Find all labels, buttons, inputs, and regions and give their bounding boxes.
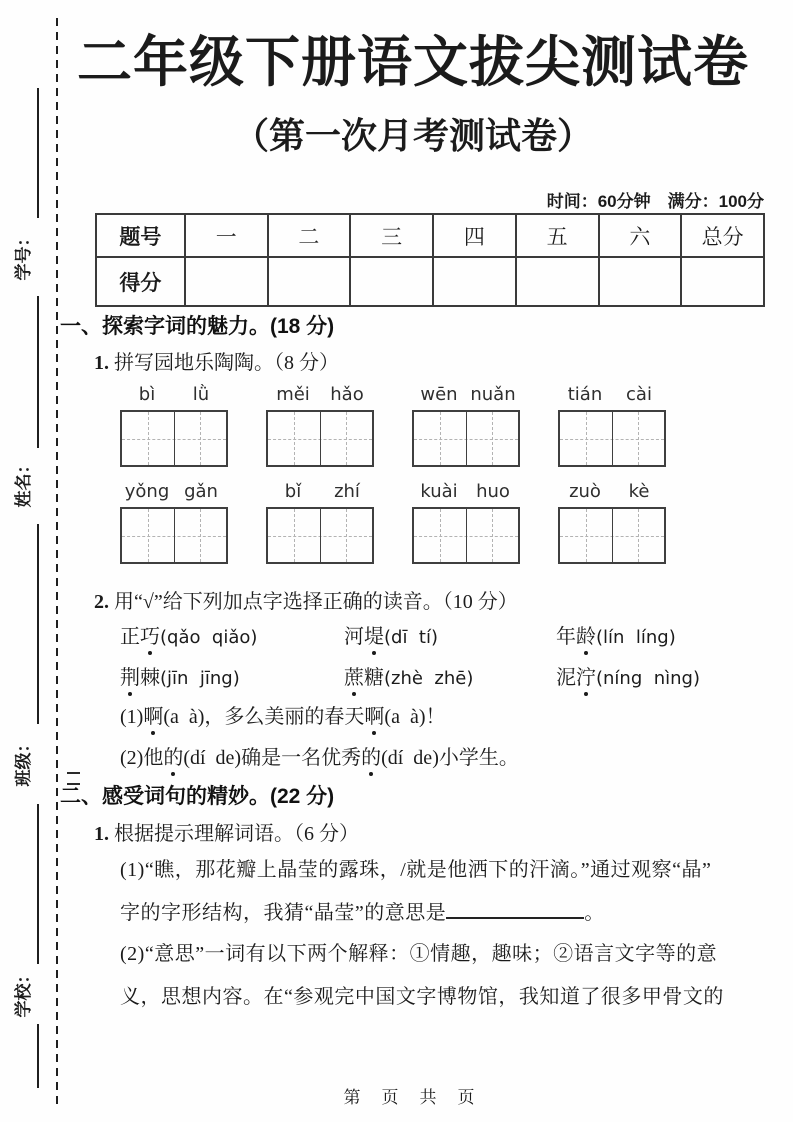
margin-write-line [37,296,39,448]
question-text: 拼写园地乐陶陶。（8 分） [109,352,339,374]
dotted-char: 的 [361,747,382,769]
word-char: 年 [556,626,576,648]
pinyin-word-group [120,384,228,467]
score-cell-empty[interactable] [599,257,682,306]
score-table-header: 总分 [681,214,764,257]
dotted-char: 泞 [576,667,596,689]
score-table-header: 二 [268,214,351,257]
score-table [95,213,765,307]
margin-write-line [37,524,39,724]
pronunciation-choice-item [556,620,676,649]
pinyin-word-group [266,384,374,467]
paragraph-line: 义，思想内容。在“参观完中国文字博物馆，我知道了很多甲骨文的 [120,986,724,1008]
score-cell-empty[interactable] [185,257,268,306]
word-char: 棘 [140,667,160,689]
pinyin-syllable: wēn [420,384,458,405]
pinyin-word-group [412,384,520,467]
dotted-char: 巧 [140,626,160,648]
question-number: 1. [94,352,109,374]
pinyin-syllable: kuài [420,481,458,502]
pinyin-syllable: zhí [334,481,360,502]
sub-question-1 [120,700,445,729]
writing-grid-box[interactable] [120,410,228,467]
binding-dashed-line [56,18,58,1110]
score-table-header: 题号 [96,214,185,257]
pronunciation-choice-item [120,661,240,690]
question-text: 根据提示理解词语。（6 分） [109,823,359,845]
score-cell-empty[interactable] [681,257,764,306]
pinyin-syllable: měi [276,384,310,405]
margin-field-class: 班级： [14,735,33,787]
pinyin-syllable: bǐ [284,481,302,502]
paragraph-line: (1)“瞧，那花瓣上晶莹的露珠，/就是他洒下的汗滴。”通过观察“晶” [120,859,712,881]
writing-grid-box[interactable] [266,410,374,467]
score-table-header: 三 [350,214,433,257]
text-segment: (1) [120,706,144,728]
dotted-char: 的 [163,747,184,769]
question-1-1-title [94,346,339,375]
dotted-char: 啊 [364,706,385,728]
question-1-2-title [94,585,518,614]
pinyin-options[interactable]: (dī tí) [384,627,438,648]
pronunciation-choice-item [556,661,700,690]
pinyin-options[interactable]: (zhè zhē) [384,668,474,689]
writing-grid-box[interactable] [120,507,228,564]
dotted-char: 啊 [143,706,164,728]
score-table-header: 一 [185,214,268,257]
margin-field-student-id: 学号： [14,229,33,281]
score-cell-empty[interactable] [268,257,351,306]
text-segment: (a à)！ [384,706,446,728]
word-char: 糖 [364,667,384,689]
pinyin-word-group [266,481,374,564]
pinyin-word-group [120,481,228,564]
question-number: 1. [94,823,109,845]
dotted-char: 堤 [364,626,384,648]
pinyin-syllable: nuǎn [470,384,516,405]
text-segment: (2)他 [120,747,164,769]
pinyin-syllable: huo [476,481,510,502]
pinyin-word-group [558,384,666,467]
score-table-header: 五 [516,214,599,257]
section-2-heading: 二、感受词句的精妙。(22 分) [60,785,335,808]
pronunciation-choice-item [344,661,473,690]
pinyin-syllable: zuò [569,481,601,502]
paper-subtitle: （第一次月考测试卷） [232,115,593,156]
score-cell-empty[interactable] [350,257,433,306]
text-segment: 。 [584,902,605,924]
pinyin-syllable: tián [567,384,603,405]
score-table-header: 四 [433,214,516,257]
question-2-1-title [94,817,359,846]
text-segment: (dí de)小学生。 [381,747,519,769]
paragraph-line: (2)“意思”一词有以下两个解释：①情趣，趣味；②语言文字等的意 [120,943,718,965]
page-footer: 第 页 共 页 [343,1088,477,1107]
text-segment: (dí de)确是一名优秀 [183,747,362,769]
writing-grid-box[interactable] [412,507,520,564]
pinyin-syllable: yǒng [124,481,170,502]
score-cell-empty[interactable] [516,257,599,306]
score-row-label: 得分 [96,257,185,306]
score-table-header: 六 [599,214,682,257]
time-score-info: 时间：60分钟 满分：100分 [546,192,764,211]
pronunciation-choice-item [120,620,257,649]
writing-grid-box[interactable] [558,410,666,467]
pronunciation-choice-item [344,620,438,649]
text-segment: 字的字形结构，我猜“晶莹”的意思是 [120,902,447,924]
margin-field-school: 学校： [14,966,33,1018]
paragraph-line [120,896,768,925]
pinyin-options[interactable]: (jīn jīng) [160,668,240,689]
paper-title: 二年级下册语文拔尖测试卷 [76,31,749,93]
fold-mark [67,772,80,774]
answer-blank[interactable] [446,912,584,919]
pinyin-word-group [558,481,666,564]
text-segment: (a à)，多么美丽的春天 [163,706,365,728]
pinyin-options[interactable]: (níng nìng) [596,668,700,689]
sub-question-2 [120,741,519,770]
word-char: 泥 [556,667,576,689]
question-text: 用“√”给下列加点字选择正确的读音。（10 分） [109,591,518,613]
margin-write-line [37,804,39,964]
pinyin-options[interactable]: (lín líng) [596,627,676,648]
pinyin-syllable: bì [138,384,156,405]
writing-grid-box[interactable] [412,410,520,467]
dotted-char: 龄 [576,626,596,648]
margin-write-line [37,88,39,218]
margin-field-name: 姓名： [14,456,33,508]
pinyin-syllable: kè [628,481,650,502]
question-number: 2. [94,591,109,613]
word-char: 正 [120,626,140,648]
score-cell-empty[interactable] [433,257,516,306]
pinyin-syllable: lǜ [192,384,210,405]
dotted-char: 蔗 [344,667,364,689]
pinyin-options[interactable]: (qǎo qiǎo) [160,627,258,648]
margin-write-line [37,1024,39,1088]
dotted-char: 荆 [120,667,140,689]
pinyin-syllable: gǎn [184,481,218,502]
pinyin-syllable: hǎo [330,384,364,405]
pinyin-word-group [412,481,520,564]
writing-grid-box[interactable] [558,507,666,564]
section-1-heading: 一、探索字词的魅力。(18 分) [60,315,335,338]
pinyin-syllable: cài [626,384,652,405]
writing-grid-box[interactable] [266,507,374,564]
word-char: 河 [344,626,364,648]
